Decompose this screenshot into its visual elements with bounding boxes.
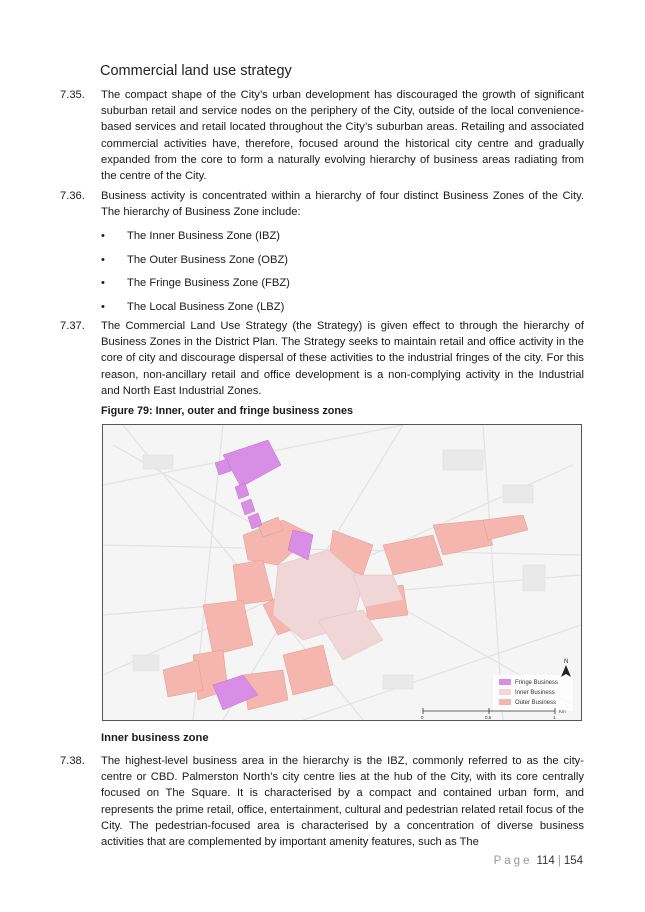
legend-label-fringe: Fringe Business <box>515 680 559 686</box>
list-item <box>101 252 581 276</box>
page-separator: | <box>557 855 561 867</box>
legend-label-inner: Inner Business <box>515 690 555 696</box>
page-label: Page <box>493 855 533 867</box>
paragraph-text: The Commercial Land Use Strategy (the Strategy) is given effect to through the hierarchy of Business Zones in the District Plan. The Strategy seeks to maintain retail and office activity in the core of city and discourage dispersal of these activities to the industrial fringes of the city. For this reason, non-ancillary retail and office development is a non-complying activity in the Industrial and North East Industrial Zones. <box>101 320 584 397</box>
list-item <box>101 228 581 252</box>
list-item-text: The Local Business Zone (LBZ) <box>127 300 285 313</box>
bullet-icon: • <box>101 300 105 313</box>
paragraph-number: 7.35. <box>60 89 85 101</box>
paragraph-number: 7.37. <box>60 320 85 332</box>
figure-caption: Figure 79: Inner, outer and fringe business zones <box>101 405 353 417</box>
bullet-icon: • <box>101 277 105 289</box>
scale-unit: Km <box>559 709 566 714</box>
legend-swatch-fringe <box>499 679 511 685</box>
list-item-text: The Outer Business Zone (OBZ) <box>127 253 289 266</box>
paragraph-text: The highest-level business area in the hierarchy is the IBZ, commonly referred to as the city-centre or CBD. Palmerston North’s city centre lies at the hub of the City, with its core centrally focused on The Square. It is characterised by a compact and contained urban form, and represents the prime retail, office, entertainment, cultural and pedestrian related retail focus of the City. The pedestrian-focused area is characterised by a concentration of diverse business activities that are complemented by important amenity features, such as The <box>101 755 584 849</box>
paragraph-number: 7.36. <box>60 190 85 202</box>
paragraph-7-35 <box>60 87 584 184</box>
scale-label-0: 0 <box>421 715 424 720</box>
legend-label-outer: Outer Business <box>515 700 557 706</box>
paragraph-text: Business activity is concentrated within a hierarchy of four distinct Business Zones of the City. The hierarchy of Business Zone include: <box>101 190 584 219</box>
section-heading: Commercial land use strategy <box>100 63 292 79</box>
list-item <box>101 275 581 299</box>
legend-swatch-inner <box>499 689 511 695</box>
zone-bullet-list <box>101 228 581 322</box>
list-item-text: The Fringe Business Zone (FBZ) <box>127 277 290 289</box>
page-footer <box>494 855 583 867</box>
bullet-icon: • <box>101 230 105 242</box>
page-total: 154 <box>563 855 583 867</box>
paragraph-number: 7.38. <box>60 755 85 767</box>
north-label: N <box>564 659 569 665</box>
paragraph-7-38 <box>60 753 584 850</box>
business-zones-map <box>102 424 582 721</box>
paragraph-7-37 <box>60 318 584 399</box>
bullet-icon: • <box>101 253 105 266</box>
paragraph-text: The compact shape of the City’s urban development has discouraged the growth of significant suburban retail and service nodes on the periphery of the City, outside of the local convenience-based services and retail located throughout the City’s suburban areas. Retailing and associated commercial activities have, therefore, focused around the historical city centre and gradually expanded from the core to form a naturally evolving hierarchy of business areas radiating from the centre of the City. <box>101 89 584 183</box>
scale-label-1: 1 <box>553 715 556 720</box>
scale-label-mid: 0.5 <box>485 715 492 720</box>
paragraph-7-36 <box>60 188 584 220</box>
legend-swatch-outer <box>499 699 511 705</box>
list-item-text: The Inner Business Zone (IBZ) <box>127 230 280 242</box>
map-canvas <box>103 425 581 720</box>
page-current: 114 <box>536 855 555 867</box>
map-legend <box>493 675 573 711</box>
subheading: Inner business zone <box>101 732 209 744</box>
